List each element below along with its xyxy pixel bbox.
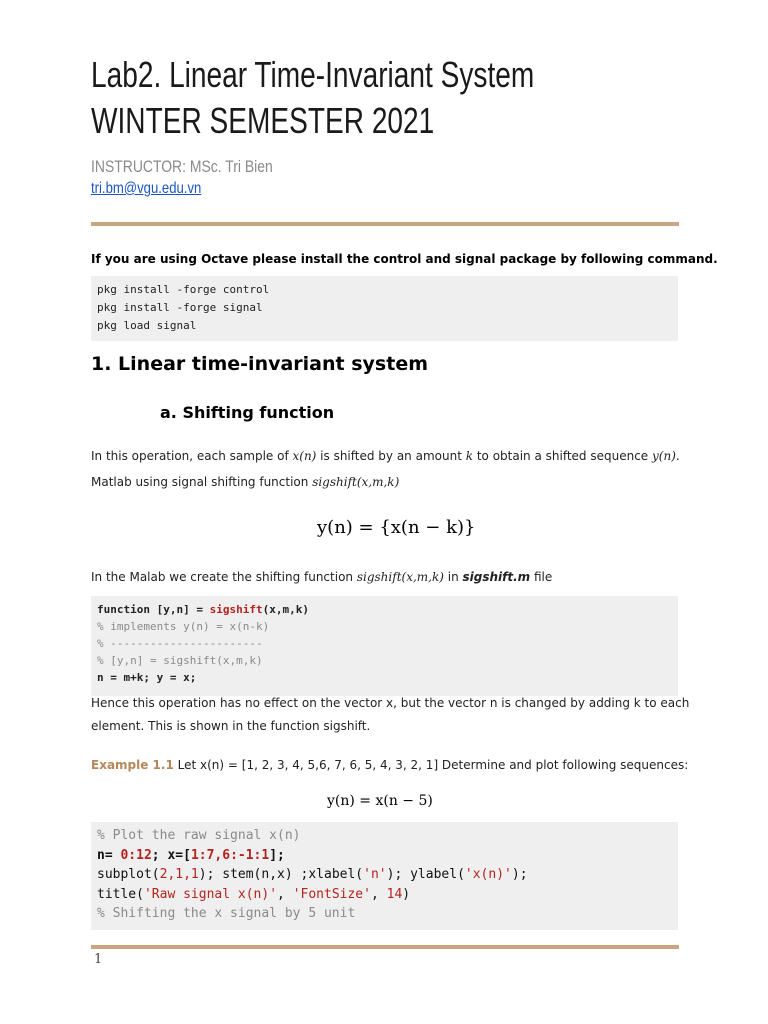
- code-comment: % -----------------------: [97, 637, 263, 650]
- document-title: Lab2. Linear Time-Invariant System: [91, 54, 535, 95]
- semester-subtitle: WINTER SEMESTER 2021: [91, 100, 435, 141]
- code-text: subplot(: [97, 867, 160, 882]
- example-line: [91, 758, 688, 772]
- code-line: [97, 601, 678, 618]
- paragraph-shift-function: [91, 475, 399, 489]
- text: .: [675, 449, 680, 463]
- code-line: pkg install -forge control: [97, 283, 270, 296]
- octave-note: If you are using Octave please install the control and signal package by following command.: [91, 252, 718, 266]
- example-code-block: [91, 822, 678, 930]
- shift-equation: y(n) = {x(n − k)}: [317, 517, 476, 538]
- code-line: [97, 865, 678, 885]
- code-number: 2,1,1: [159, 867, 199, 882]
- section-heading: 1. Linear time-invariant system: [91, 353, 428, 375]
- math-sigshift: sigshift(x,m,k): [356, 570, 444, 584]
- subsection-heading: a. Shifting function: [160, 403, 335, 422]
- math-y-n: y(n): [652, 449, 676, 463]
- code-function-name: sigshift: [209, 603, 263, 616]
- text: In the Malab we create the shifting function: [91, 570, 357, 584]
- code-text: ); stem(n,x) ;xlabel(: [198, 867, 364, 882]
- code-text: ,: [370, 886, 387, 902]
- example-label: Example 1.1: [91, 758, 174, 772]
- text: file: [530, 570, 553, 584]
- code-keyword: function [y,n] =: [97, 603, 210, 616]
- code-comment: % implements y(n) = x(n-k): [97, 620, 270, 633]
- code-text: ): [402, 886, 411, 902]
- math-k: k: [465, 449, 474, 463]
- top-divider: [91, 222, 679, 226]
- code-text: ,: [277, 886, 293, 902]
- text: is shifted by an amount: [316, 449, 466, 463]
- code-number: 14: [386, 886, 403, 902]
- example-text: Let x(n) = [1, 2, 3, 4, 5,6, 7, 6, 5, 4, 3, 2, 1] Determine and plot following sequences:: [173, 758, 689, 772]
- text: to obtain a shifted sequence: [473, 449, 652, 463]
- code-line: pkg load signal: [97, 319, 197, 332]
- code-number: 0:12: [120, 847, 152, 863]
- code-string: 'Raw signal x(n)': [143, 886, 278, 902]
- math-x-n: x(n): [292, 449, 317, 463]
- instructor-line: INSTRUCTOR: MSc. Tri Bien: [91, 157, 273, 176]
- install-code-block: [91, 276, 678, 341]
- paragraph-shift-intro: [91, 449, 680, 463]
- paragraph-hence-2: element. This is shown in the function sigshift.: [91, 719, 371, 733]
- text: Matlab using signal shifting function: [91, 475, 313, 489]
- instructor-email-link[interactable]: tri.bm@vgu.edu.vn: [91, 180, 202, 197]
- code-text: ];: [269, 847, 285, 863]
- code-string: 'x(n)': [464, 867, 512, 882]
- code-line: n = m+k; y = x;: [97, 671, 197, 684]
- code-text: ; x=[: [151, 847, 191, 863]
- code-line: pkg install -forge signal: [97, 301, 263, 314]
- code-comment: % Shifting the x signal by 5 unit: [97, 906, 356, 921]
- code-text: ); ylabel(: [386, 867, 465, 882]
- code-text: n=: [97, 847, 121, 863]
- page-number: 1: [94, 952, 103, 967]
- sigshift-code-block: [91, 596, 678, 696]
- example-equation: y(n) = x(n − 5): [327, 793, 433, 809]
- math-sigshift: sigshift(x,m,k): [312, 475, 400, 489]
- code-text: (x,m,k): [262, 603, 309, 616]
- file-name: sigshift.m: [462, 570, 531, 584]
- code-string: 'FontSize': [292, 886, 371, 902]
- code-text: title(: [97, 886, 144, 902]
- code-text: );: [511, 867, 528, 882]
- bottom-divider: [91, 945, 679, 949]
- paragraph-hence-1: Hence this operation has no effect on the vector x, but the vector n is changed by adding k to each: [91, 696, 690, 710]
- code-line: [97, 885, 678, 905]
- text: in: [443, 570, 463, 584]
- paragraph-malab: [91, 570, 552, 584]
- code-comment: % [y,n] = sigshift(x,m,k): [97, 654, 263, 667]
- code-string: 'n': [363, 867, 387, 882]
- text: In this operation, each sample of: [91, 449, 293, 463]
- code-line: [97, 846, 678, 866]
- code-comment: % Plot the raw signal x(n): [97, 828, 301, 843]
- code-number: 1:7,6:-1:1: [190, 847, 270, 863]
